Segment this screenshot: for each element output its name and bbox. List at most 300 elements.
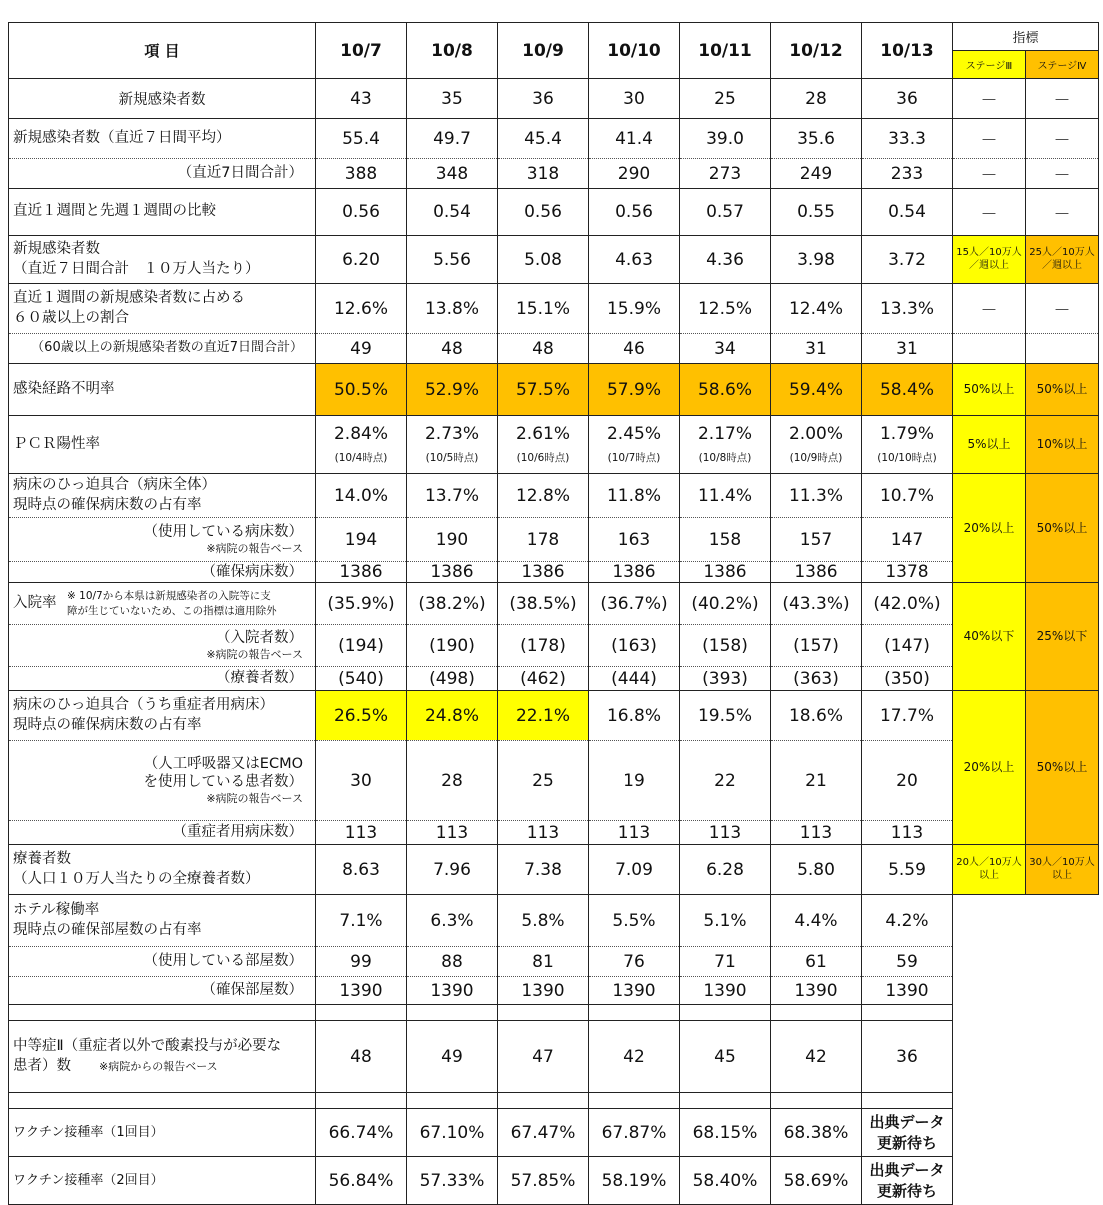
value-cell: (363)	[771, 667, 862, 691]
row-label-line: 直近１週間の新規感染者数に占める	[13, 289, 245, 306]
value-cell: 113	[680, 821, 771, 845]
row-label-line: 病床のひっ迫具合（病床全体）	[13, 476, 216, 493]
value-cell: 4.2%	[862, 895, 953, 947]
value-cell: 43	[316, 79, 407, 119]
row-sum7	[9, 159, 1099, 189]
value-cell: 11.3%	[771, 474, 862, 518]
value-cell: 25	[498, 741, 589, 821]
row-vacc2	[9, 1157, 1099, 1205]
value-cell: 42	[771, 1021, 862, 1093]
stage4-cell: 50%以上	[1026, 474, 1099, 583]
value-cell: 11.4%	[680, 474, 771, 518]
value-cell: 157	[771, 518, 862, 562]
value-cell: 6.28	[680, 845, 771, 895]
stage3-cell	[953, 845, 1026, 895]
value-cell: 3.72	[862, 236, 953, 284]
value-cell: 39.0	[680, 119, 771, 159]
value-cell: 49	[407, 1021, 498, 1093]
spacer-cell	[9, 1093, 316, 1109]
row-new-cases	[9, 79, 1099, 119]
row-label-text: 患者）数	[13, 1057, 71, 1074]
row-recup-per100k	[9, 845, 1099, 895]
row-label: 新規感染者数（直近７日間平均）	[9, 119, 316, 159]
stage3-cell: －	[953, 284, 1026, 334]
pcr-value: 2.84%	[333, 424, 388, 444]
value-cell	[316, 416, 407, 474]
pending-text: 出典データ	[869, 1113, 945, 1132]
value-cell: 58.19%	[589, 1157, 680, 1205]
row-inpatients	[9, 625, 1099, 667]
stage-text: ／週以上	[969, 259, 1009, 271]
header-indicator: 指標	[953, 23, 1099, 51]
value-cell: 48	[407, 334, 498, 364]
value-cell: 67.47%	[498, 1109, 589, 1157]
row-vacc1	[9, 1109, 1099, 1157]
row-over60-sum	[9, 334, 1099, 364]
value-cell: 31	[862, 334, 953, 364]
stage3-cell: 20%以上	[953, 691, 1026, 845]
row-label	[9, 236, 316, 284]
value-cell: 1390	[589, 977, 680, 1005]
value-cell: (178)	[498, 625, 589, 667]
value-cell: 50.5%	[316, 364, 407, 416]
value-cell: 58.4%	[862, 364, 953, 416]
pcr-value: 2.00%	[788, 424, 843, 444]
stage4-cell: －	[1026, 79, 1099, 119]
value-cell: (38.5%)	[498, 583, 589, 625]
value-cell: 57.9%	[589, 364, 680, 416]
value-cell: 35.6	[771, 119, 862, 159]
value-cell: 7.96	[407, 845, 498, 895]
row-label-line: ６０歳以上の割合	[13, 309, 129, 326]
value-cell: 249	[771, 159, 862, 189]
pending-cell	[862, 1109, 953, 1157]
note-line: 障が生じていないため、この指標は適用除外	[67, 604, 277, 617]
row-label-line: 中等症Ⅱ（重症者以外で酸素投与が必要な	[13, 1037, 282, 1054]
blank-area	[953, 895, 1026, 1205]
value-cell: 178	[498, 518, 589, 562]
value-cell: (350)	[862, 667, 953, 691]
row-recuperating	[9, 667, 1099, 691]
header-date: 10/8	[407, 23, 498, 79]
row-label-line: 病床のひっ迫具合（うち重症者用病床）	[13, 696, 274, 713]
stage3-cell: 5%以上	[953, 416, 1026, 474]
row-label	[9, 284, 316, 334]
value-cell: 59	[862, 947, 953, 977]
value-cell: 11.8%	[589, 474, 680, 518]
value-cell: 36	[498, 79, 589, 119]
value-cell: 4.36	[680, 236, 771, 284]
value-cell: 52.9%	[407, 364, 498, 416]
value-cell: 15.1%	[498, 284, 589, 334]
pending-text: 出典データ	[869, 1161, 945, 1180]
value-cell: 57.85%	[498, 1157, 589, 1205]
row-label	[9, 518, 316, 562]
value-cell: 66.74%	[316, 1109, 407, 1157]
value-cell: 48	[498, 334, 589, 364]
value-cell: (444)	[589, 667, 680, 691]
value-cell: (540)	[316, 667, 407, 691]
row-per100k	[9, 236, 1099, 284]
value-cell: 1378	[862, 562, 953, 583]
row-label-note: ※病院の報告ベース	[206, 541, 303, 555]
value-cell: 16.8%	[589, 691, 680, 741]
spacer-cell	[407, 1093, 498, 1109]
row-ventilator	[9, 741, 1099, 821]
pending-text: 更新待ち	[876, 1181, 937, 1200]
pcr-value: 2.73%	[424, 424, 479, 444]
value-cell: 55.4	[316, 119, 407, 159]
header-item: 項 目	[9, 23, 316, 79]
value-cell: 67.87%	[589, 1109, 680, 1157]
stage-text: 以上	[979, 869, 999, 881]
value-cell	[498, 416, 589, 474]
row-label-line: 現時点の確保部屋数の占有率	[13, 921, 202, 938]
value-cell: 22	[680, 741, 771, 821]
value-cell: 99	[316, 947, 407, 977]
value-cell: 35	[407, 79, 498, 119]
value-cell: 19.5%	[680, 691, 771, 741]
value-cell: 5.08	[498, 236, 589, 284]
value-cell: 147	[862, 518, 953, 562]
row-label	[9, 625, 316, 667]
header-date: 10/10	[589, 23, 680, 79]
row-label-line: （人口１０万人当たりの全療養者数）	[13, 870, 260, 887]
value-cell: 58.69%	[771, 1157, 862, 1205]
value-cell: 41.4	[589, 119, 680, 159]
value-cell: 0.57	[680, 189, 771, 236]
value-cell: 21	[771, 741, 862, 821]
value-cell: 67.10%	[407, 1109, 498, 1157]
value-cell: 13.3%	[862, 284, 953, 334]
value-cell: 45	[680, 1021, 771, 1093]
value-cell: 5.5%	[589, 895, 680, 947]
row-label	[9, 845, 316, 895]
value-cell: 4.4%	[771, 895, 862, 947]
value-cell: 10.7%	[862, 474, 953, 518]
pcr-value: 1.79%	[879, 424, 934, 444]
row-label-line: （人工呼吸器又はECMO	[143, 755, 303, 772]
value-cell: 163	[589, 518, 680, 562]
row-label	[9, 691, 316, 741]
spacer-cell	[680, 1093, 771, 1109]
value-cell: (35.9%)	[316, 583, 407, 625]
value-cell: 30	[589, 79, 680, 119]
row-label: （使用している部屋数）	[9, 947, 316, 977]
pcr-date: (10/9時点)	[789, 452, 843, 464]
value-cell: 68.38%	[771, 1109, 862, 1157]
header-date: 10/11	[680, 23, 771, 79]
value-cell: (157)	[771, 625, 862, 667]
value-cell: (498)	[407, 667, 498, 691]
row-label-line: （使用している病床数）	[143, 523, 303, 540]
value-cell: 273	[680, 159, 771, 189]
stage-text: ／週以上	[1042, 259, 1082, 271]
row-label	[9, 474, 316, 518]
stage-text: 30人／10万人	[1029, 857, 1095, 868]
row-label-line	[13, 1057, 315, 1077]
row-label	[9, 741, 316, 821]
row-label-line: を使用している患者数）	[143, 774, 303, 791]
value-cell: (163)	[589, 625, 680, 667]
row-bed-severe	[9, 691, 1099, 741]
row-bed-all	[9, 474, 1099, 518]
value-cell: 26.5%	[316, 691, 407, 741]
value-cell: 1390	[771, 977, 862, 1005]
row-pcr	[9, 416, 1099, 474]
value-cell: 5.1%	[680, 895, 771, 947]
value-cell: 1386	[771, 562, 862, 583]
value-cell	[771, 416, 862, 474]
spacer-cell	[407, 1005, 498, 1021]
value-cell: 158	[680, 518, 771, 562]
value-cell: 20	[862, 741, 953, 821]
pcr-date: (10/6時点)	[516, 452, 570, 464]
value-cell: 22.1%	[498, 691, 589, 741]
row-beds-secured	[9, 562, 1099, 583]
stage3-cell: －	[953, 119, 1026, 159]
main-table	[8, 22, 1099, 1205]
value-cell: 7.1%	[316, 895, 407, 947]
value-cell: 56.84%	[316, 1157, 407, 1205]
value-cell: (42.0%)	[862, 583, 953, 625]
value-cell: 1386	[498, 562, 589, 583]
value-cell: 5.59	[862, 845, 953, 895]
spacer-cell	[862, 1093, 953, 1109]
value-cell: 57.33%	[407, 1157, 498, 1205]
value-cell: 14.0%	[316, 474, 407, 518]
pcr-value: 2.61%	[515, 424, 570, 444]
row-label: 新規感染者数	[9, 79, 316, 119]
row-label: ＰＣＲ陽性率	[9, 416, 316, 474]
header-date: 10/12	[771, 23, 862, 79]
stage3-cell: 40%以下	[953, 583, 1026, 691]
stage4-cell: －	[1026, 119, 1099, 159]
value-cell: 36	[862, 79, 953, 119]
stage3-cell: 20%以上	[953, 474, 1026, 583]
row-week-ratio	[9, 189, 1099, 236]
value-cell: 68.15%	[680, 1109, 771, 1157]
value-cell	[589, 416, 680, 474]
value-cell: 42	[589, 1021, 680, 1093]
value-cell: 17.7%	[862, 691, 953, 741]
row-avg7	[9, 119, 1099, 159]
pending-cell	[862, 1157, 953, 1205]
value-cell: 1390	[407, 977, 498, 1005]
value-cell: 290	[589, 159, 680, 189]
value-cell: 24.8%	[407, 691, 498, 741]
pcr-date: (10/10時点)	[877, 452, 937, 464]
value-cell: 7.09	[589, 845, 680, 895]
row-label: 直近１週間と先週１週間の比較	[9, 189, 316, 236]
value-cell: 1386	[407, 562, 498, 583]
value-cell	[680, 416, 771, 474]
row-label-line: （入院者数）	[216, 629, 303, 646]
row-over60	[9, 284, 1099, 334]
value-cell: (462)	[498, 667, 589, 691]
row-label	[9, 895, 316, 947]
stage3-cell: －	[953, 159, 1026, 189]
stage4-cell: 50%以上	[1026, 691, 1099, 845]
value-cell: 18.6%	[771, 691, 862, 741]
value-cell: 12.4%	[771, 284, 862, 334]
stage3-cell: －	[953, 189, 1026, 236]
value-cell: 34	[680, 334, 771, 364]
value-cell: 46	[589, 334, 680, 364]
value-cell: 12.6%	[316, 284, 407, 334]
row-label: ワクチン接種率（1回目）	[9, 1109, 316, 1157]
stage4-cell: 10%以上	[1026, 416, 1099, 474]
spacer-cell	[316, 1005, 407, 1021]
header-row	[9, 23, 1099, 51]
pending-text: 更新待ち	[876, 1133, 937, 1152]
value-cell: (158)	[680, 625, 771, 667]
pcr-value: 2.17%	[697, 424, 752, 444]
row-label: （重症者用病床数）	[9, 821, 316, 845]
header-date: 10/7	[316, 23, 407, 79]
value-cell	[862, 416, 953, 474]
stage-text: 25人／10万人	[1029, 247, 1095, 258]
stage4-cell: 50%以上	[1026, 364, 1099, 416]
pcr-date: (10/5時点)	[425, 452, 479, 464]
value-cell: 19	[589, 741, 680, 821]
spacer-cell	[498, 1093, 589, 1109]
value-cell	[407, 416, 498, 474]
stage3-cell	[953, 334, 1026, 364]
row-rooms-used	[9, 947, 1099, 977]
row-label-note: ※病院の報告ベース	[206, 792, 303, 806]
spacer-cell	[862, 1005, 953, 1021]
value-cell: (36.7%)	[589, 583, 680, 625]
value-cell: 113	[407, 821, 498, 845]
value-cell: 88	[407, 947, 498, 977]
row-label: （60歳以上の新規感染者数の直近7日間合計）	[9, 334, 316, 364]
value-cell: 58.6%	[680, 364, 771, 416]
row-hotel	[9, 895, 1099, 947]
value-cell: 1386	[680, 562, 771, 583]
row-moderate2	[9, 1021, 1099, 1093]
value-cell: 0.55	[771, 189, 862, 236]
value-cell: 49.7	[407, 119, 498, 159]
value-cell: (40.2%)	[680, 583, 771, 625]
value-cell: 58.40%	[680, 1157, 771, 1205]
value-cell: 3.98	[771, 236, 862, 284]
value-cell: 8.63	[316, 845, 407, 895]
note-line: ※ 10/7から本県は新規感染者の入院等に支	[67, 590, 271, 603]
row-label-note	[67, 589, 315, 617]
value-cell: 113	[316, 821, 407, 845]
stage4-cell: －	[1026, 159, 1099, 189]
value-cell: 13.8%	[407, 284, 498, 334]
value-cell: 57.5%	[498, 364, 589, 416]
stage-text: 20人／10万人	[956, 857, 1022, 868]
stage4-cell: －	[1026, 189, 1099, 236]
row-label-line: 現時点の確保病床数の占有率	[13, 716, 202, 733]
stage4-cell	[1026, 845, 1099, 895]
value-cell: 12.5%	[680, 284, 771, 334]
value-cell: 388	[316, 159, 407, 189]
value-cell: 81	[498, 947, 589, 977]
value-cell: 47	[498, 1021, 589, 1093]
stage3-cell: 50%以上	[953, 364, 1026, 416]
value-cell: 36	[862, 1021, 953, 1093]
stage3-cell: －	[953, 79, 1026, 119]
value-cell: 233	[862, 159, 953, 189]
row-label-note: ※病院からの報告ベース	[99, 1059, 218, 1073]
value-cell: 76	[589, 947, 680, 977]
spacer-cell	[589, 1005, 680, 1021]
stage4-cell: 25%以下	[1026, 583, 1099, 691]
row-unknown-route	[9, 364, 1099, 416]
value-cell: 25	[680, 79, 771, 119]
stage-text: 以上	[1052, 869, 1072, 881]
stage4-cell	[1026, 236, 1099, 284]
value-cell: 49	[316, 334, 407, 364]
row-label: ワクチン接種率（2回目）	[9, 1157, 316, 1205]
value-cell: 4.63	[589, 236, 680, 284]
value-cell: 0.56	[498, 189, 589, 236]
value-cell: 12.8%	[498, 474, 589, 518]
header-date: 10/13	[862, 23, 953, 79]
row-severe-beds	[9, 821, 1099, 845]
value-cell: 7.38	[498, 845, 589, 895]
header-stage4: ステージⅣ	[1026, 51, 1099, 79]
header-stage3: ステージⅢ	[953, 51, 1026, 79]
spacer-cell	[680, 1005, 771, 1021]
value-cell: 5.80	[771, 845, 862, 895]
value-cell: (194)	[316, 625, 407, 667]
value-cell: 0.54	[862, 189, 953, 236]
value-cell: 0.56	[316, 189, 407, 236]
value-cell: 190	[407, 518, 498, 562]
row-beds-used	[9, 518, 1099, 562]
value-cell: 0.54	[407, 189, 498, 236]
value-cell: 59.4%	[771, 364, 862, 416]
value-cell: 61	[771, 947, 862, 977]
row-label: （療養者数）	[9, 667, 316, 691]
row-label-line: 新規感染者数	[13, 240, 100, 257]
value-cell: 33.3	[862, 119, 953, 159]
value-cell: 1386	[316, 562, 407, 583]
value-cell: (43.3%)	[771, 583, 862, 625]
value-cell: 1390	[680, 977, 771, 1005]
value-cell: 113	[862, 821, 953, 845]
row-label-line: 現時点の確保病床数の占有率	[13, 496, 202, 513]
row-label: （確保部屋数）	[9, 977, 316, 1005]
row-spacer	[9, 1005, 1099, 1021]
stage4-cell: －	[1026, 284, 1099, 334]
value-cell: (147)	[862, 625, 953, 667]
value-cell: 71	[680, 947, 771, 977]
value-cell: 48	[316, 1021, 407, 1093]
value-cell: 113	[771, 821, 862, 845]
value-cell: 28	[771, 79, 862, 119]
blank-area	[1026, 895, 1099, 1205]
pcr-date: (10/7時点)	[607, 452, 661, 464]
row-label: （直近7日間合計）	[9, 159, 316, 189]
value-cell: (393)	[680, 667, 771, 691]
pcr-date: (10/4時点)	[334, 452, 388, 464]
pcr-date: (10/8時点)	[698, 452, 752, 464]
value-cell: (38.2%)	[407, 583, 498, 625]
row-label-text: 入院率	[13, 594, 57, 611]
value-cell: (190)	[407, 625, 498, 667]
row-spacer	[9, 1093, 1099, 1109]
value-cell: 30	[316, 741, 407, 821]
row-rooms-secured	[9, 977, 1099, 1005]
spacer-cell	[316, 1093, 407, 1109]
row-label-line: （直近７日間合計 １０万人当たり）	[13, 260, 260, 277]
